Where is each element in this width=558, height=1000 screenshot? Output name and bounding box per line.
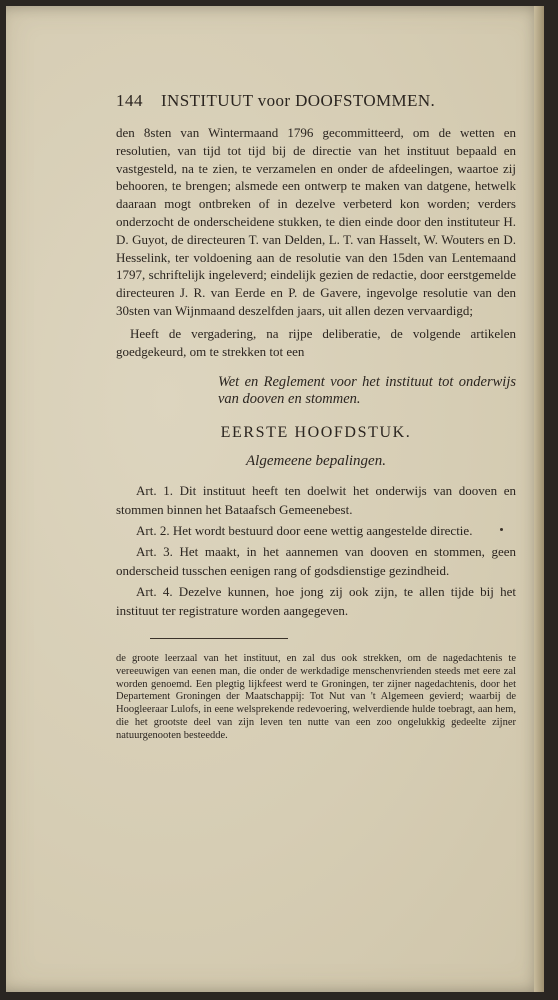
page-number: 144	[116, 91, 143, 110]
article-1: Art. 1. Dit instituut heeft ten doelwit het onderwijs van dooven en stommen binnen het Bataafsch Gemeenebest.	[116, 483, 516, 518]
page-edge-shadow	[534, 6, 544, 992]
page-text-block	[116, 91, 516, 753]
chapter-heading: EERSTE HOOFDSTUK.	[220, 424, 412, 442]
book-page	[6, 6, 544, 992]
article-4: Art. 4. Dezelve kunnen, hoe jong zij ook zijn, te allen tijde bij het instituut ter registrature worden aangegeven.	[116, 584, 516, 619]
ink-speck	[500, 528, 503, 531]
article-2: Art. 2. Het wordt bestuurd door eene wettig aangestelde directie.	[136, 523, 473, 539]
law-title: Wet en Reglement voor het instituut tot onderwijs van dooven en stommen.	[218, 374, 516, 408]
footnote: de groote leerzaal van het instituut, en zal dus ook strekken, om de nagedachtenis te vereeuwigen van eenen man, die onder de werkdadige menschenvrienden steeds met eere zal worden genoemd. Een plegtig lijkfeest werd te Groningen, ter zijner nagedachtenis, door het Departement Groningen der Maatschappij: Tot Nut van 't Algemeen gevierd; waarbij de Hoogleeraar Lulofs, in eene welsprekende redevoering, welverdiende hulde toebragt, aan hem, die het grootste deel van zijn leven ten nutte van een zoo ongelukkig gedeelte zijner natuurgenooten besteedde.	[116, 653, 516, 741]
chapter-subtitle: Algemeene bepalingen.	[246, 453, 386, 470]
body-paragraph-1: den 8sten van Wintermaand 1796 gecommitteerd, om de wetten en resolutien, van tijd tot tijd bij de directie van het instituut bepaald en vastgesteld, na te zien, te verzamelen en onder de afdeelingen, waartoe zij behooren, te brengen; alsmede een ontwerp te maken van datgene, hetwelk daaraan mogt ontbreken of in dezelve verbeterd kon worden; verders onderzocht de onderscheidene stukken, te dien einde door den instituteur H. D. Guyot, de directeuren T. van Delden, L. T. van Hasselt, W. Wouters en D. Hesselink, ter voldoening aan de resolutie van den 15den van Lentemaand 1797, schriftelijk ingeleverd; eindelijk gezien de redactie, door eerstgemelde directeuren J. R. van Eerde en P. de Gavere, ingevolge resolutie van den 30sten van Wijnmaand deszelfden jaars, uit allen dezen vervaardigd;	[116, 125, 516, 318]
footnote-rule	[150, 638, 288, 639]
running-title: INSTITUUT voor DOOFSTOMMEN.	[161, 91, 436, 110]
article-3: Art. 3. Het maakt, in het aannemen van dooven en stommen, geen onderscheid tusschen eenigen rang of godsdienstige gezindheid.	[116, 544, 516, 579]
body-paragraph-2: Heeft de vergadering, na rijpe deliberatie, de volgende artikelen goedgekeurd, om te strekken tot een	[116, 325, 516, 359]
running-header	[116, 91, 516, 115]
